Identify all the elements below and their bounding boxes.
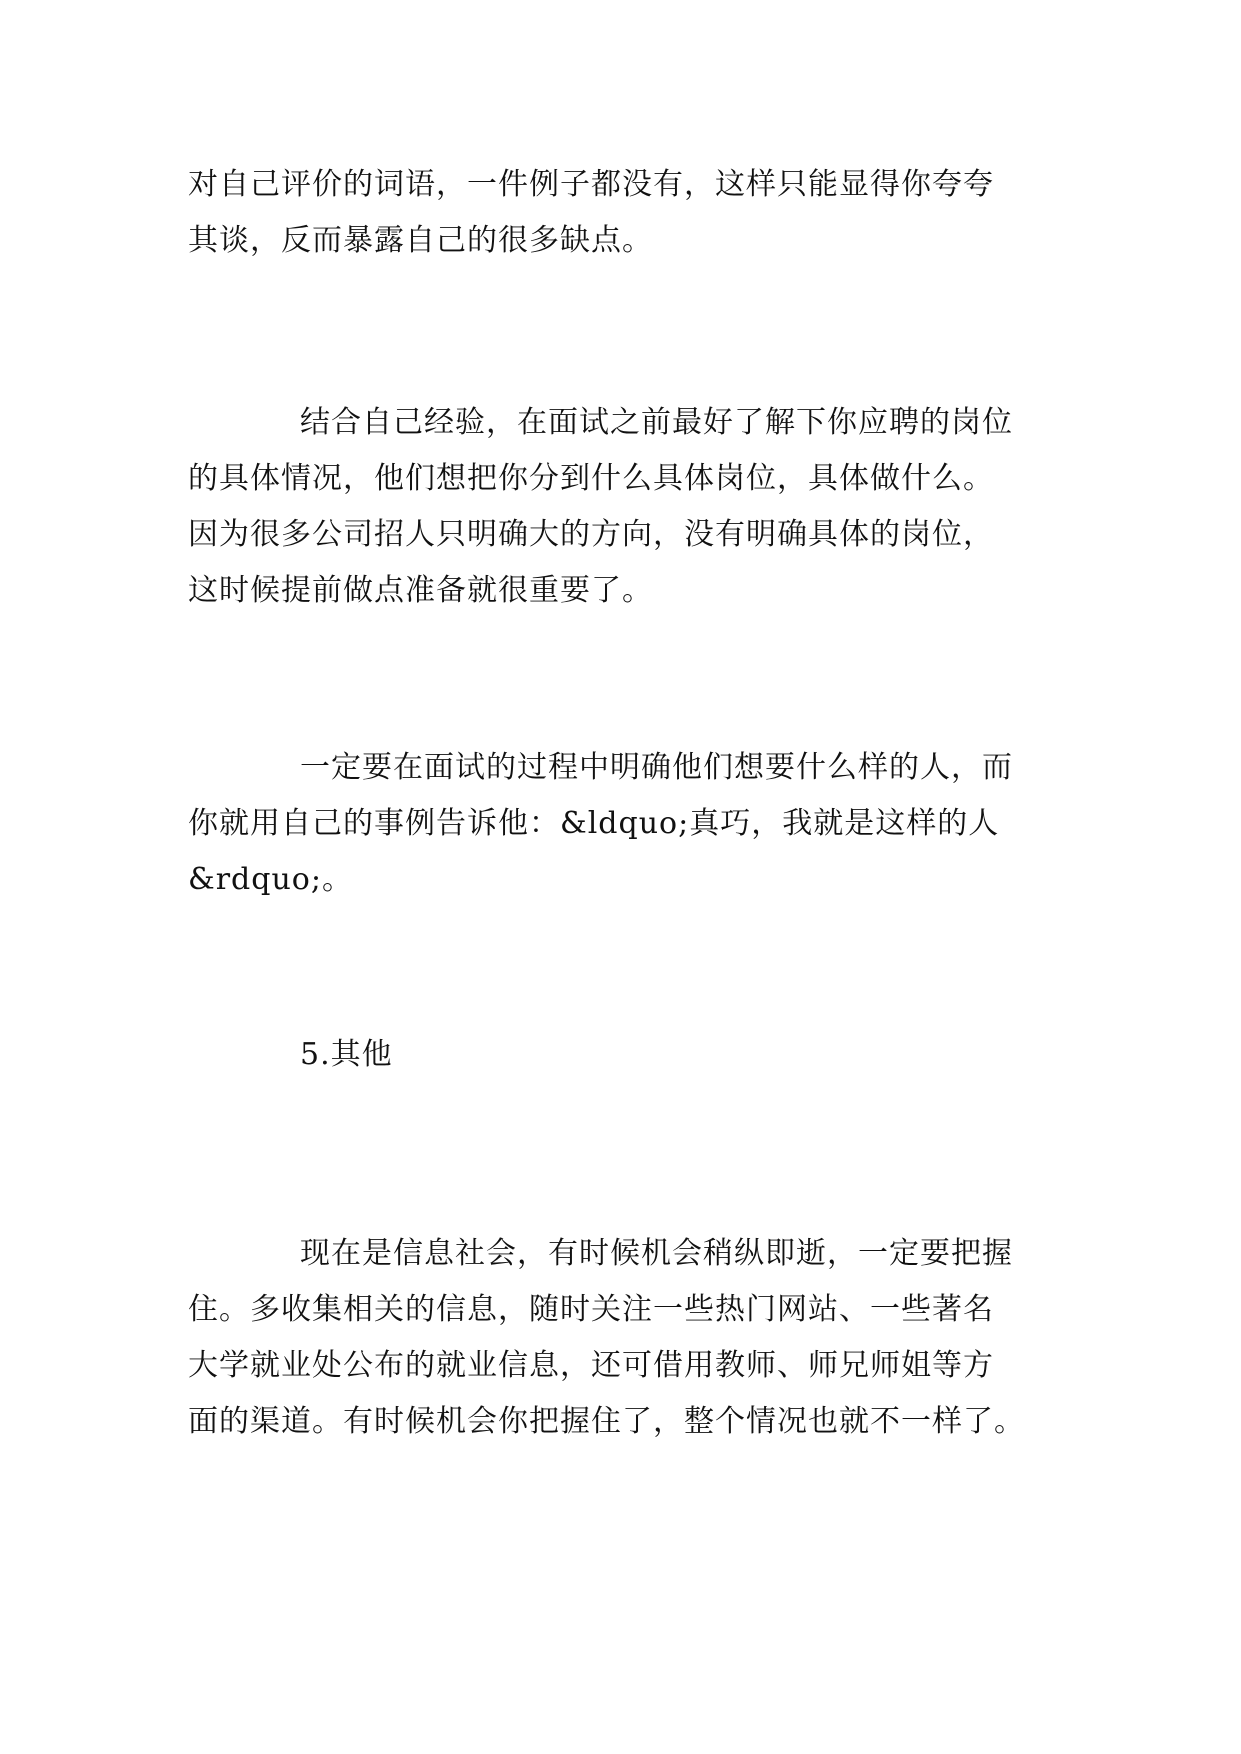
paragraph-line: 面的渠道。有时候机会你把握住了，整个情况也就不一样了。: [188, 1404, 1025, 1439]
paragraph-line: 一定要在面试的过程中明确他们想要什么样的人，而: [300, 750, 1013, 785]
paragraph-line: 大学就业处公布的就业信息，还可借用教师、师兄师姐等方: [188, 1348, 994, 1383]
paragraph-line: 因为很多公司招人只明确大的方向，没有明确具体的岗位，: [188, 517, 994, 552]
paragraph-line: 结合自己经验，在面试之前最好了解下你应聘的岗位: [300, 405, 1013, 440]
section-heading-text: 5.其他: [300, 1037, 393, 1072]
paragraph-line: 住。多收集相关的信息，随时关注一些热门网站、一些著名: [188, 1292, 994, 1327]
paragraph-line: &rdquo;。: [188, 862, 353, 897]
section-heading: [188, 1027, 1068, 1083]
paragraph-line: 这时候提前做点准备就很重要了。: [188, 573, 653, 608]
paragraph-line: 你就用自己的事例告诉他：&ldquo;真巧，我就是这样的人: [188, 806, 1000, 841]
paragraph-line: 其谈，反而暴露自己的很多缺点。: [188, 223, 653, 258]
paragraph-know-position: [188, 395, 1068, 619]
paragraph-information-society: [188, 1226, 1068, 1450]
paragraph-line: 对自己评价的词语，一件例子都没有，这样只能显得你夸夸: [188, 167, 994, 202]
paragraph-line: 的具体情况，他们想把你分到什么具体岗位，具体做什么。: [188, 461, 994, 496]
paragraph-line: 现在是信息社会，有时候机会稍纵即逝，一定要把握: [300, 1236, 1013, 1271]
paragraph-self-evaluation: [188, 157, 1068, 269]
paragraph-clarify-needs: [188, 740, 1068, 908]
